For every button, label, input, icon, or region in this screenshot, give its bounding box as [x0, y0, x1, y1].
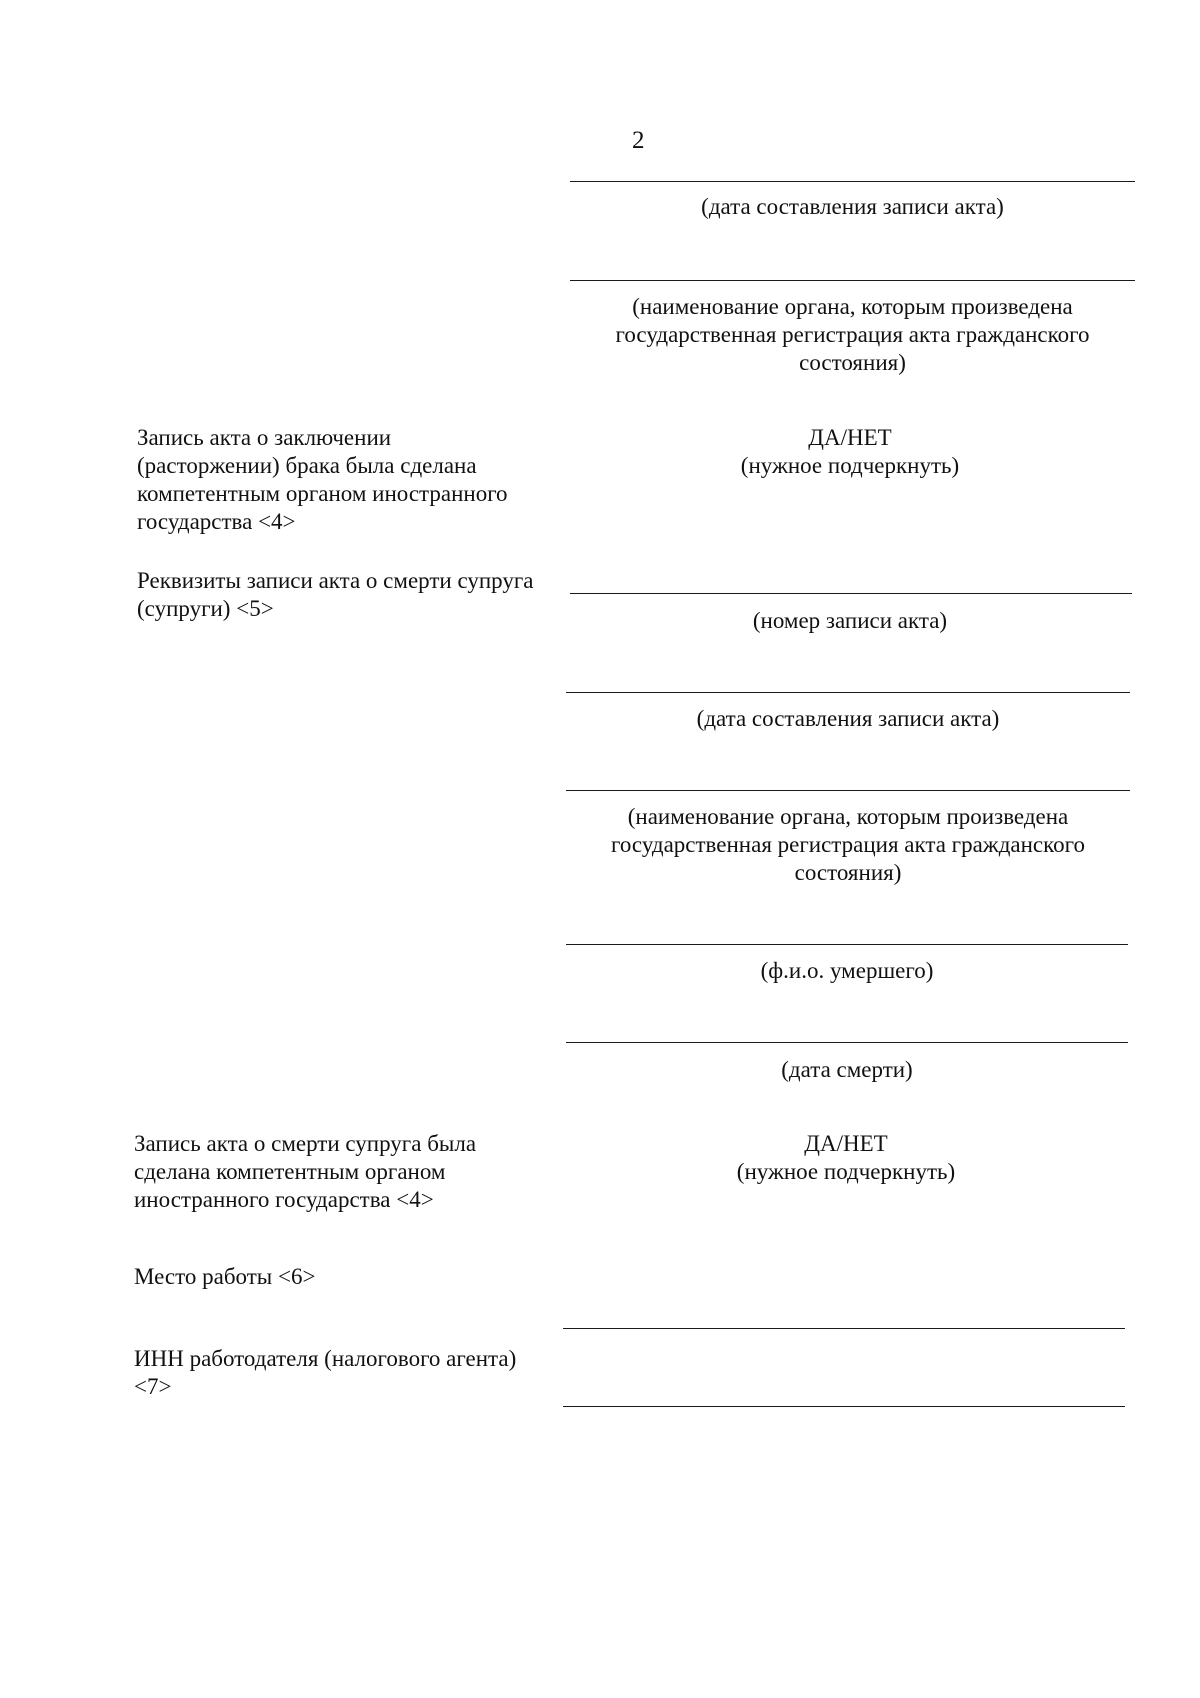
workplace-label: Место работы <6>: [134, 1264, 316, 1289]
employer-inn-label: ИНН работодателя (налогового агента) <7>: [134, 1346, 517, 1399]
death-date-line[interactable]: [566, 1042, 1128, 1043]
record-organ-caption: (наименование органа, которым произведена государственная регистрация акта гражданского состояния): [611, 804, 1085, 885]
underline-hint: (нужное подчеркнуть): [740, 453, 960, 478]
organ-line[interactable]: [570, 280, 1135, 281]
date-line[interactable]: [570, 181, 1135, 182]
foreign-marriage-choice[interactable]: [570, 424, 1130, 480]
record-date-caption: (дата составления записи акта): [696, 706, 1000, 731]
workplace-line[interactable]: [563, 1328, 1125, 1329]
record-date-line[interactable]: [566, 692, 1130, 693]
death-record-label: Реквизиты записи акта о смерти супруга (супруги) <5>: [137, 568, 534, 621]
fio-line[interactable]: [566, 944, 1128, 945]
foreign-death-choice[interactable]: [566, 1130, 1126, 1186]
foreign-death-label: Запись акта о смерти супруга была сделана компетентным органом иностранного государства <4>: [134, 1131, 477, 1212]
yes-no-option: ДА/НЕТ: [808, 425, 892, 450]
employer-inn-line[interactable]: [563, 1406, 1125, 1407]
death-date-caption: (дата смерти): [781, 1057, 913, 1082]
fio-caption: (ф.и.о. умершего): [760, 958, 934, 983]
record-organ-line[interactable]: [566, 790, 1130, 791]
page-number: 2: [632, 127, 645, 154]
yes-no-option: ДА/НЕТ: [804, 1131, 888, 1156]
underline-hint: (нужное подчеркнуть): [736, 1159, 956, 1184]
foreign-marriage-label: Запись акта о заключении (расторжении) брака была сделана компетентным органом иностранного государства <4>: [137, 425, 508, 534]
organ-caption: (наименование органа, которым произведена государственная регистрация акта гражданского состояния): [615, 294, 1090, 375]
date-caption: (дата составления записи акта): [701, 194, 1004, 219]
record-number-line[interactable]: [570, 593, 1132, 594]
record-number-caption: (номер записи акта): [752, 608, 948, 633]
